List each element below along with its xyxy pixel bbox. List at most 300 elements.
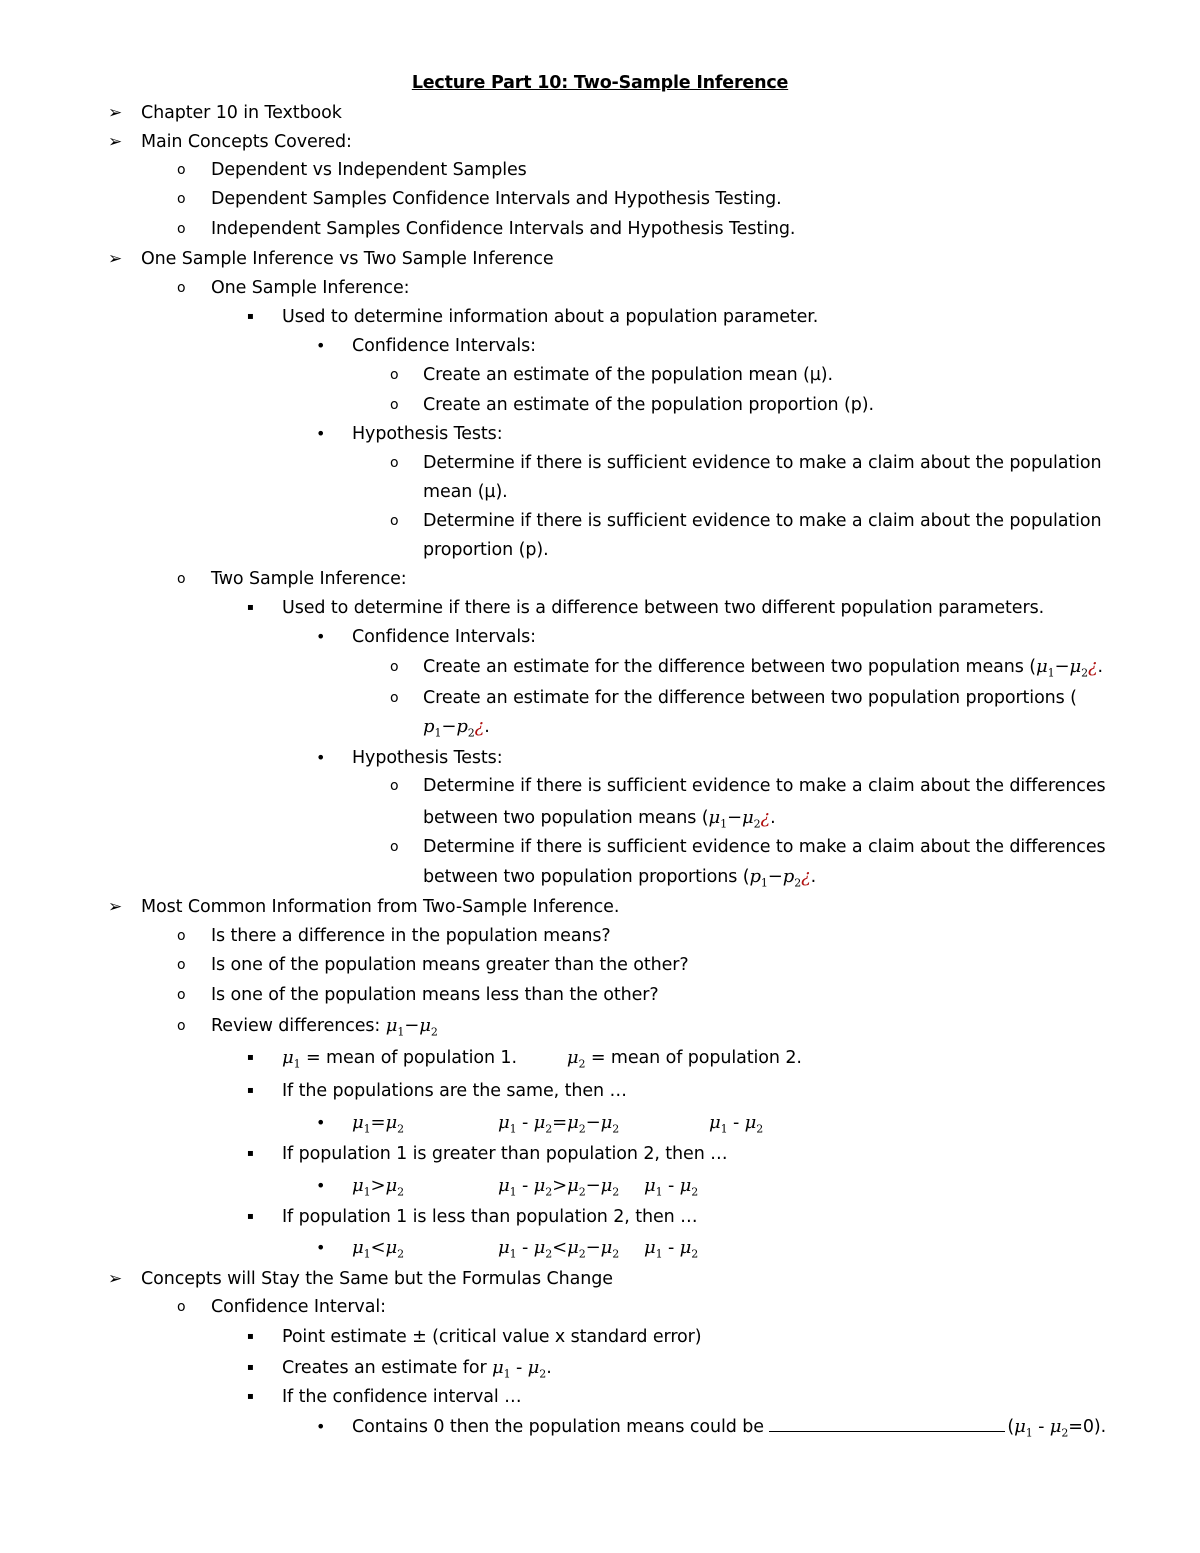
line-label: Used to determine information about a population parameter. [282, 307, 819, 327]
math-symbol: μ [600, 1175, 613, 1196]
math-operator: < [370, 1237, 386, 1258]
math-variable [385, 1237, 405, 1261]
math-variable [352, 1112, 371, 1136]
line-label: Hypothesis Tests: [352, 424, 503, 444]
outline-line [0, 362, 1200, 388]
bullet-marker: o [390, 839, 399, 855]
line-text [211, 952, 689, 978]
line-text [352, 1414, 1106, 1447]
math-operator: = [370, 1112, 386, 1133]
math-symbol: μ [385, 1175, 398, 1196]
line-text [282, 304, 818, 330]
math-subscript: 2 [578, 1185, 586, 1199]
line-label: Independent Samples Confidence Intervals and Hypothesis Testing. [211, 219, 796, 239]
math-subscript: 2 [753, 817, 761, 831]
bullet-marker: • [316, 336, 326, 355]
outline-line [0, 982, 1200, 1008]
math-subscript: 2 [397, 1122, 405, 1136]
math-symbol: μ [533, 1112, 546, 1133]
outline-line [0, 450, 1200, 476]
page-title: Lecture Part 10: Two-Sample Inference [411, 73, 789, 93]
line-text [282, 1204, 698, 1230]
text-run: between two population means ( [423, 808, 709, 828]
outline-line [0, 566, 1200, 592]
math-operator: - [662, 1238, 680, 1258]
math-variable [567, 1175, 586, 1199]
math-variable [282, 1047, 301, 1071]
line-label: Determine if there is sufficient evidence to make a claim about the population [423, 453, 1102, 473]
math-symbol: μ [1035, 656, 1048, 677]
line-text [423, 834, 1106, 860]
bullet-marker: • [316, 424, 326, 443]
math-subscript: 2 [545, 1122, 553, 1136]
math-symbol: μ [1069, 656, 1082, 677]
math-symbol: μ [742, 807, 754, 828]
math-variable [456, 716, 475, 740]
bullet-marker: o [390, 778, 399, 794]
math-operator: > [552, 1175, 568, 1196]
outline-line [0, 1110, 1200, 1136]
bullet-marker: ▪ [247, 1331, 254, 1342]
math-operator: − [441, 716, 457, 737]
line-text [141, 129, 352, 155]
bullet-marker: o [177, 987, 186, 1003]
text-run: Creates an estimate for [282, 1358, 493, 1378]
line-text [141, 894, 619, 920]
math-symbol: μ [644, 1175, 656, 1196]
line-text [352, 333, 536, 359]
bullet-marker: ➢ [108, 249, 123, 269]
math-variable [644, 1175, 663, 1199]
math-symbol: μ [744, 1112, 757, 1133]
math-symbol: p [749, 866, 761, 887]
relation-col-2 [498, 1173, 619, 1206]
outline-line [0, 275, 1200, 301]
outline-line [0, 864, 1200, 890]
bullet-marker: o [177, 221, 186, 237]
outline-line [0, 595, 1200, 621]
math-symbol: μ [492, 1357, 504, 1378]
math-variable [709, 1112, 728, 1136]
line-text [211, 216, 795, 242]
text-run: Create an estimate for the difference between two population proportions ( [423, 688, 1077, 708]
math-variable [567, 1112, 586, 1136]
math-symbol: μ [679, 1175, 692, 1196]
math-operator: - [662, 1176, 680, 1196]
bullet-marker: ▪ [247, 311, 254, 322]
math-variable [385, 1175, 405, 1199]
outline-line [0, 1141, 1200, 1167]
math-subscript: 1 [655, 1247, 663, 1261]
outline-line [0, 1294, 1200, 1320]
line-text [282, 1078, 627, 1104]
text-run: Hypothesis Tests: [352, 748, 503, 768]
line-text [141, 100, 342, 126]
bullet-marker: • [316, 1238, 326, 1257]
bullet-marker: ➢ [108, 103, 123, 123]
math-symbol: μ [498, 1112, 510, 1133]
outline-line [0, 1173, 1200, 1199]
text-run: Determine if there is sufficient evidence to make a claim about the differences [423, 837, 1106, 857]
bullet-marker: o [177, 571, 186, 587]
math-operator: - [727, 1113, 745, 1133]
line-text [423, 864, 816, 897]
math-subscript: 1 [509, 1247, 517, 1261]
bullet-marker: • [316, 748, 326, 767]
red-glyph: ¿ [1087, 656, 1098, 677]
line-text [282, 1045, 802, 1078]
bullet-marker: ➢ [108, 132, 123, 152]
math-symbol: μ [644, 1237, 656, 1258]
bullet-marker: o [177, 280, 186, 296]
math-variable [527, 1357, 547, 1381]
math-variable [708, 807, 728, 831]
outline-line [0, 1235, 1200, 1261]
outline-line [0, 186, 1200, 212]
math-operator: = [552, 1112, 568, 1133]
bullet-marker: o [390, 513, 399, 529]
bullet-marker: ▪ [247, 602, 254, 613]
outline-line [0, 216, 1200, 242]
math-subscript: 2 [756, 1122, 764, 1136]
outline-line [0, 392, 1200, 418]
math-symbol: μ [498, 1175, 510, 1196]
math-symbol: μ [1014, 1416, 1026, 1437]
outline-line [0, 894, 1200, 920]
bullet-marker: o [177, 957, 186, 973]
bullet-marker: ➢ [108, 1269, 123, 1289]
math-operator: - [510, 1358, 528, 1378]
math-variable [533, 1175, 553, 1199]
math-variable [679, 1175, 699, 1199]
text-run: ( [1007, 1417, 1015, 1437]
line-text [141, 1266, 613, 1292]
line-end: . [810, 867, 817, 887]
math-variable [385, 1112, 405, 1136]
line-label: One Sample Inference vs Two Sample Inference [141, 249, 554, 269]
outline-line [0, 1045, 1200, 1071]
math-operator: > [370, 1175, 386, 1196]
math-variable [498, 1112, 517, 1136]
outline-line [0, 1324, 1200, 1350]
line-text [423, 450, 1102, 476]
math-variable [533, 1237, 553, 1261]
outline-line [0, 1355, 1200, 1381]
line-text [423, 805, 776, 838]
math-subscript: 1 [655, 1185, 663, 1199]
bullet-marker: o [177, 162, 186, 178]
outline-line [0, 100, 1200, 126]
math-symbol: μ [352, 1112, 364, 1133]
line-text [211, 923, 611, 949]
math-variable [492, 1357, 511, 1381]
outline-line [0, 246, 1200, 272]
line-label: Main Concepts Covered: [141, 132, 352, 152]
relation-col-1 [352, 1173, 404, 1206]
text-run: = mean of population 1. [300, 1048, 517, 1068]
outline-line [0, 685, 1200, 711]
math-subscript: 1 [509, 1122, 517, 1136]
bullet-marker: o [390, 690, 399, 706]
text-run: between two population proportions ( [423, 867, 750, 887]
text-run: If the confidence interval … [282, 1387, 522, 1407]
bullet-marker: • [316, 1113, 326, 1132]
text-run: Point estimate ± (critical value x standard error) [282, 1327, 702, 1347]
line-text [423, 362, 833, 388]
bullet-marker: ▪ [247, 1391, 254, 1402]
math-symbol: p [423, 716, 435, 737]
math-variable [423, 716, 442, 740]
outline-line [0, 834, 1200, 860]
math-symbol: μ [533, 1175, 546, 1196]
math-operator: − [404, 1015, 420, 1036]
math-variable [533, 1112, 553, 1136]
math-symbol: μ [567, 1112, 579, 1133]
outline-line [0, 479, 1200, 505]
math-subscript: 1 [509, 1185, 517, 1199]
outline-line [0, 129, 1200, 155]
text-run: Is one of the population means greater than the other? [211, 955, 689, 975]
text-run: Is there a difference in the population means? [211, 926, 611, 946]
text-run: Concepts will Stay the Same but the Formulas Change [141, 1269, 613, 1289]
line-text [423, 479, 508, 505]
math-subscript: 2 [545, 1247, 553, 1261]
line-label: Determine if there is sufficient evidence to make a claim about the population [423, 511, 1102, 531]
math-symbol: μ [282, 1047, 294, 1068]
math-symbol: μ [385, 1015, 398, 1036]
text-run: If the populations are the same, then … [282, 1081, 627, 1101]
relation-col-3 [644, 1173, 698, 1206]
math-variable [782, 866, 802, 890]
line-text [211, 186, 782, 212]
outline-line [0, 1384, 1200, 1410]
line-text [423, 508, 1102, 534]
line-label: Dependent Samples Confidence Intervals and Hypothesis Testing. [211, 189, 782, 209]
bullet-marker: o [390, 455, 399, 471]
bullet-marker: o [390, 659, 399, 675]
line-text [211, 982, 659, 1008]
math-variable [644, 1237, 663, 1261]
math-variable [566, 1047, 586, 1071]
math-symbol: p [456, 716, 468, 737]
math-variable [742, 807, 761, 831]
outline-line [0, 537, 1200, 563]
line-text [282, 1384, 522, 1410]
math-subscript: 1 [363, 1185, 371, 1199]
math-symbol: μ [709, 1112, 721, 1133]
text-run: Confidence Interval: [211, 1297, 386, 1317]
math-variable [1014, 1416, 1033, 1440]
math-operator: − [585, 1237, 601, 1258]
outline-line [0, 333, 1200, 359]
relation-col-2 [498, 1110, 619, 1143]
bullet-marker: o [177, 191, 186, 207]
line-text [423, 537, 549, 563]
line-text [282, 1141, 728, 1167]
bullet-marker: • [316, 627, 326, 646]
relation-col-3 [644, 1235, 698, 1268]
math-operator: − [585, 1175, 601, 1196]
text-run: If population 1 is less than population 2, then … [282, 1207, 698, 1227]
math-symbol: μ [566, 1047, 579, 1068]
outline-line [0, 1414, 1200, 1440]
line-end: =0). [1068, 1417, 1107, 1437]
math-symbol: μ [679, 1237, 692, 1258]
line-label: mean (µ). [423, 482, 508, 502]
math-symbol: μ [352, 1237, 364, 1258]
outline-line [0, 304, 1200, 330]
outline-line [0, 1204, 1200, 1230]
outline-line [0, 1078, 1200, 1104]
outline-line [0, 923, 1200, 949]
math-operator: − [1054, 656, 1070, 677]
outline-line [0, 745, 1200, 771]
line-text [282, 1324, 701, 1350]
bullet-marker: o [177, 928, 186, 944]
line-label: proportion (p). [423, 540, 549, 560]
line-text [211, 157, 527, 183]
math-symbol: μ [567, 1237, 579, 1258]
line-label: One Sample Inference: [211, 278, 410, 298]
math-subscript: 1 [1025, 1426, 1033, 1440]
math-subscript: 1 [434, 726, 442, 740]
line-label: Used to determine if there is a difference between two different population parameters. [282, 598, 1045, 618]
text-run: Determine if there is sufficient evidence to make a claim about the differences [423, 776, 1106, 796]
text-run: Contains 0 then the population means could be [352, 1417, 770, 1437]
math-variable [498, 1175, 517, 1199]
outline-line [0, 1266, 1200, 1292]
bullet-marker: ▪ [247, 1148, 254, 1159]
text-run: = mean of population 2. [585, 1048, 802, 1068]
line-text [211, 1294, 386, 1320]
line-label: Create an estimate of the population mean (µ). [423, 365, 834, 385]
outline-line [0, 624, 1200, 650]
line-label: Create an estimate of the population proportion (p). [423, 395, 874, 415]
bullet-marker: ▪ [247, 1085, 254, 1096]
math-subscript: 1 [397, 1025, 405, 1039]
line-text [141, 246, 554, 272]
math-variable [385, 1015, 405, 1039]
line-text [211, 1013, 438, 1046]
math-operator: - [1032, 1417, 1050, 1437]
math-variable [1049, 1416, 1069, 1440]
text-run: Create an estimate for the difference between two population means ( [423, 657, 1036, 677]
outline-line [0, 805, 1200, 831]
math-subscript: 2 [539, 1367, 547, 1381]
math-subscript: 2 [545, 1185, 553, 1199]
line-label: Confidence Intervals: [352, 336, 536, 356]
math-variable [600, 1237, 620, 1261]
math-operator: - [516, 1113, 534, 1133]
relation-col-3 [709, 1110, 763, 1143]
math-operator: < [552, 1237, 568, 1258]
line-text [282, 595, 1044, 621]
math-operator: − [727, 807, 743, 828]
math-symbol: μ [352, 1175, 364, 1196]
outline-line [0, 773, 1200, 799]
bullet-marker: ▪ [247, 1052, 254, 1063]
red-glyph: ¿ [760, 807, 771, 828]
math-subscript: 2 [397, 1247, 405, 1261]
line-label: Dependent vs Independent Samples [211, 160, 527, 180]
math-subscript: 1 [363, 1122, 371, 1136]
line-end: . [484, 717, 490, 737]
math-subscript: 2 [578, 1122, 586, 1136]
math-subscript: 1 [720, 817, 728, 831]
line-text [282, 1355, 552, 1388]
relation-col-1 [352, 1235, 404, 1268]
line-text [423, 685, 1077, 711]
math-operator: − [767, 866, 783, 887]
math-subscript: 2 [430, 1025, 438, 1039]
math-symbol: μ [567, 1175, 579, 1196]
math-subscript: 1 [363, 1247, 371, 1261]
math-subscript: 2 [612, 1122, 620, 1136]
outline-line [0, 508, 1200, 534]
line-text [423, 714, 490, 747]
bullet-marker: o [177, 1018, 186, 1034]
math-symbol: μ [385, 1237, 398, 1258]
math-variable [1069, 656, 1088, 680]
math-subscript: 2 [578, 1247, 586, 1261]
math-variable [600, 1175, 620, 1199]
math-operator: - [516, 1176, 534, 1196]
math-subscript: 2 [467, 726, 475, 740]
math-subscript: 2 [691, 1185, 699, 1199]
math-variable [749, 866, 768, 890]
outline-line [0, 421, 1200, 447]
math-subscript: 1 [720, 1122, 728, 1136]
math-symbol: μ [419, 1015, 431, 1036]
math-symbol: μ [600, 1112, 613, 1133]
math-subscript: 1 [1047, 666, 1055, 680]
line-text [423, 773, 1106, 799]
bullet-marker: • [316, 1417, 326, 1436]
math-variable [1035, 656, 1055, 680]
text-run: Is one of the population means less than the other? [211, 985, 659, 1005]
fill-in-blank [769, 1417, 1005, 1432]
bullet-marker: • [316, 1176, 326, 1195]
bullet-marker: ▪ [247, 1362, 254, 1373]
line-text [352, 624, 536, 650]
line-text [352, 745, 503, 771]
math-subscript: 2 [1081, 666, 1088, 680]
math-subscript: 2 [397, 1185, 405, 1199]
line-text [211, 566, 407, 592]
math-subscript: 2 [794, 876, 802, 890]
math-subscript: 2 [1061, 1426, 1069, 1440]
line-text [211, 275, 409, 301]
math-subscript: 2 [578, 1057, 586, 1071]
math-symbol: μ [385, 1112, 398, 1133]
math-subscript: 1 [293, 1057, 301, 1071]
math-symbol: μ [1049, 1416, 1062, 1437]
math-variable [352, 1175, 371, 1199]
math-operator: − [585, 1112, 601, 1133]
math-variable [567, 1237, 586, 1261]
math-symbol: μ [708, 807, 721, 828]
math-variable [744, 1112, 764, 1136]
outline-line [0, 654, 1200, 680]
math-variable [352, 1237, 371, 1261]
red-glyph: ¿ [801, 866, 811, 887]
outline-line [0, 714, 1200, 740]
text-run: Review differences: [211, 1016, 386, 1036]
bullet-marker: ▪ [247, 1211, 254, 1222]
line-end: . [770, 808, 776, 828]
bullet-marker: o [390, 367, 399, 383]
red-glyph: ¿ [474, 716, 485, 737]
